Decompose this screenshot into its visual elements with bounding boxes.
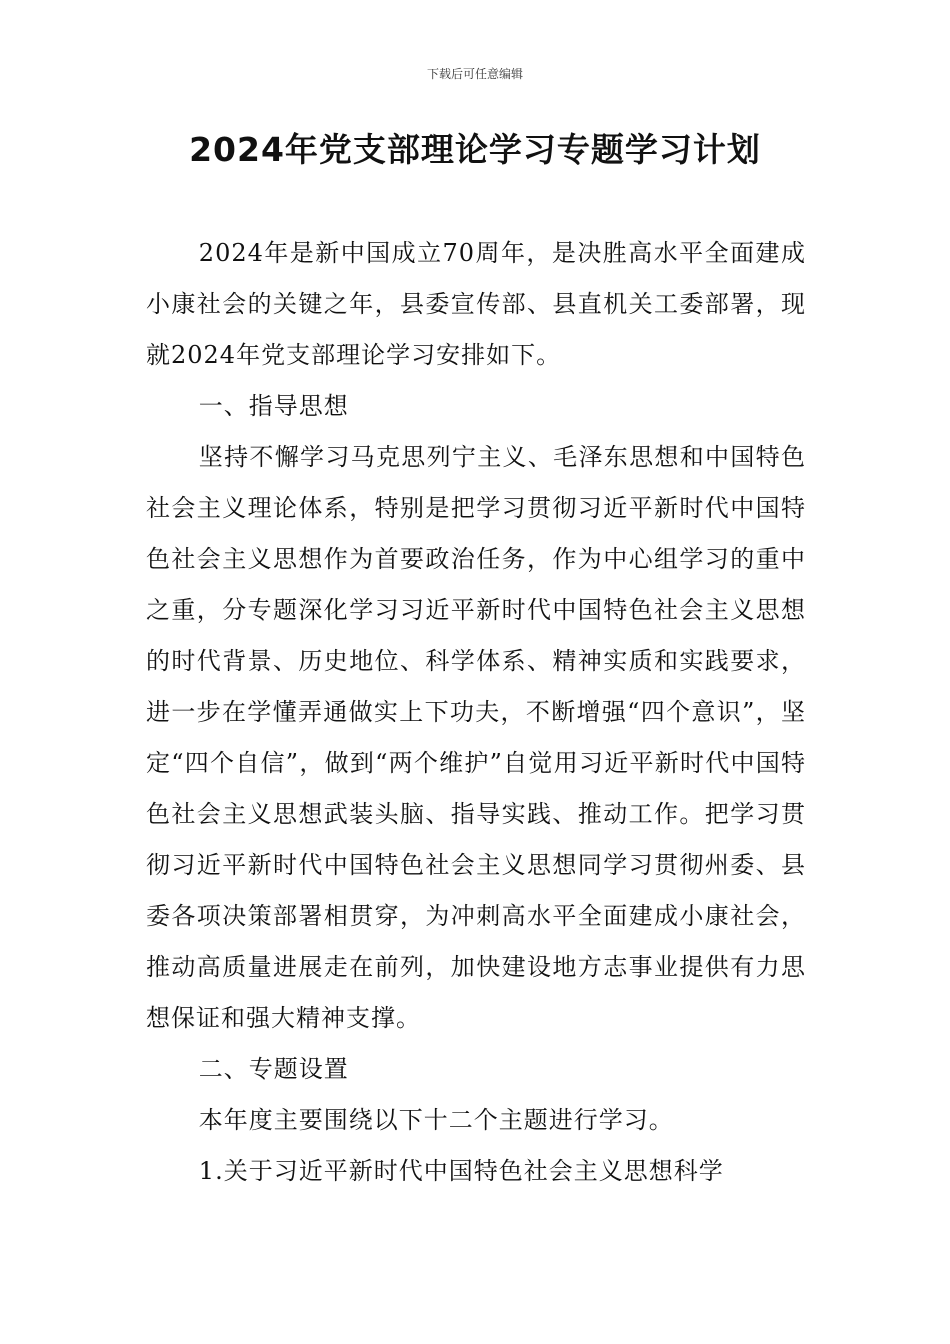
section-heading-guiding-ideology: 一、指导思想 xyxy=(198,392,349,420)
topics-intro-paragraph: 本年度主要围绕以下十二个主题进行学习。 xyxy=(198,1106,674,1134)
document-body xyxy=(146,228,806,1197)
topic-item-1: 1.关于习近平新时代中国特色社会主义思想科学 xyxy=(198,1157,724,1185)
section-heading-topics: 二、专题设置 xyxy=(198,1055,349,1083)
document-title: 2024年党支部理论学习专题学习计划 xyxy=(189,130,761,169)
guiding-ideology-paragraph: 坚持不懈学习马克思列宁主义、毛泽东思想和中国特色社会主义理论体系，特别是把学习贯彻习近平新时代中国特色社会主义思想作为首要政治任务，作为中心组学习的重中之重，分专题深化学习习近平新时代中国特色社会主义思想的时代背景、历史地位、科学体系、精神实质和实践要求，进一步在学懂弄通做实上下功夫，不断增强“四个意识”，坚定“四个自信”，做到“两个维护”自觉用习近平新时代中国特色社会主义思想武装头脑、指导实践、推动工作。把学习贯彻习近平新时代中国特色社会主义思想同学习贯彻州委、县委各项决策部署相贯穿，为冲刺高水平全面建成小康社会，推动高质量进展走在前列，加快建设地方志事业提供有力思想保证和强大精神支撑。 xyxy=(146,443,806,1032)
intro-paragraph: 2024年是新中国成立70周年，是决胜高水平全面建成小康社会的关键之年，县委宣传部、县直机关工委部署，现就2024年党支部理论学习安排如下。 xyxy=(146,239,806,369)
header-note: 下载后可任意编辑 xyxy=(426,67,523,81)
